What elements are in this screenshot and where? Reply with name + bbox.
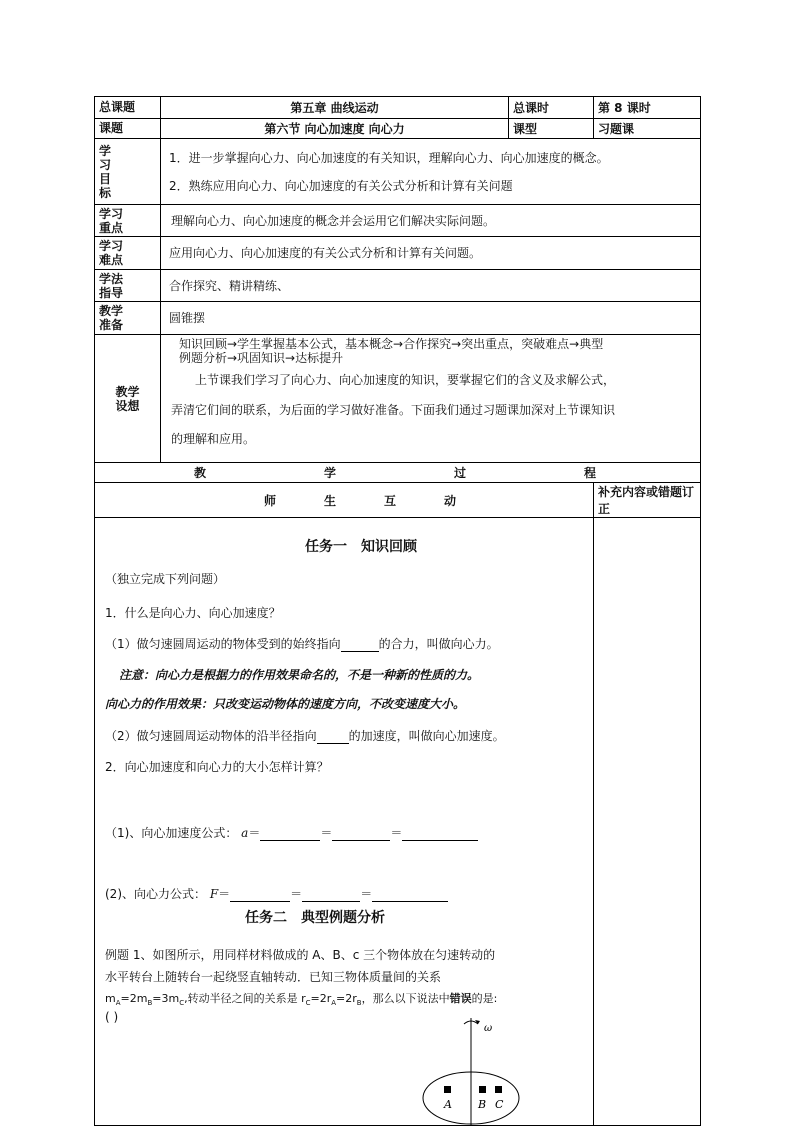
total-topic-label: 总课题	[95, 97, 161, 119]
blank-field[interactable]	[230, 887, 290, 902]
blank-field[interactable]	[302, 887, 360, 902]
design-content	[161, 335, 701, 463]
example-line: 水平转台上随转台一起绕竖直轴转动．已知三物体质量间的关系	[105, 970, 442, 984]
blank-field[interactable]	[372, 887, 448, 902]
turntable-figure	[417, 1010, 543, 1126]
process-header	[95, 463, 701, 483]
row-difficulties	[95, 237, 701, 270]
row-interaction	[95, 483, 701, 518]
process-char: 过	[453, 466, 466, 480]
topic-value: 第六节 向心加速度 向心力	[161, 119, 509, 139]
row-goals	[95, 139, 701, 205]
example-paren: ( )	[105, 1010, 119, 1024]
interaction-char: 互	[383, 493, 396, 508]
design-label: 教学 设想	[95, 335, 161, 463]
task2-title: 任务二 典型例题分析	[245, 910, 385, 926]
goal-item: 1．进一步掌握向心力、向心加速度的有关知识，理解向心力、向心加速度的概念。	[169, 150, 609, 165]
note-1: 注意：向心力是根据力的作用效果命名的，不是一种新的性质的力。	[119, 668, 480, 682]
design-paragraph: 的理解和应用。	[171, 432, 256, 446]
interaction-header	[95, 483, 594, 518]
hour-value: 第 8 课时	[594, 97, 701, 119]
question-2: 2．向心加速度和向心力的大小怎样计算？	[105, 760, 329, 774]
blank-field[interactable]	[402, 826, 478, 841]
row-prep	[95, 302, 701, 335]
total-hours-label: 总课时	[509, 97, 594, 119]
task1-title: 任务一 知识回顾	[305, 539, 417, 555]
lesson-table	[94, 96, 701, 1126]
goals-label: 学 习 目 标	[95, 139, 161, 205]
side-column[interactable]	[594, 518, 701, 1126]
design-line: 知识回顾→学生掌握基本公式，基本概念→合作探究→突出重点，突破难点→典型	[179, 337, 604, 351]
total-topic-value: 第五章 曲线运动	[161, 97, 509, 119]
block-c	[495, 1086, 502, 1093]
omega-label: ω	[484, 1023, 493, 1034]
lesson-plan	[94, 96, 700, 1126]
design-line: 例题分析→巩固知识→达标提升	[179, 351, 344, 365]
content-area	[95, 518, 594, 1126]
formula-force: (2)、向心力公式： F＝ ＝ ＝	[105, 885, 448, 902]
label-b: B	[478, 1098, 487, 1111]
design-paragraph: 上节课我们学习了向心力、向心加速度的知识，要掌握它们的含义及求解公式，	[195, 373, 616, 387]
example-line: $m_A=2m_B=3m_C$,转动半径之间的关系是 $r_C=2r_A=2r_B$，那么以下说法中错误的是:	[105, 992, 498, 1008]
row-content	[95, 518, 701, 1126]
difficulties-text: 应用向心力、向心加速度的有关公式分析和计算有关问题。	[161, 237, 701, 270]
blank-field[interactable]	[317, 729, 349, 744]
row-design	[95, 335, 701, 463]
interaction-char: 师	[263, 493, 276, 508]
topic-label: 课题	[95, 119, 161, 139]
task1-intro: （独立完成下列问题）	[105, 572, 226, 586]
row-topic	[95, 119, 701, 139]
difficulties-label: 学习 难点	[95, 237, 161, 270]
row-method	[95, 270, 701, 302]
question-1: 1．什么是向心力、向心加速度？	[105, 606, 281, 620]
interaction-char: 生	[323, 493, 336, 508]
blank-field[interactable]	[341, 637, 379, 652]
design-paragraph: 弄清它们间的联系，为后面的学习做好准备。下面我们通过习题课加深对上节课知识	[171, 403, 616, 417]
label-a: A	[444, 1098, 452, 1111]
blank-field[interactable]	[332, 826, 390, 841]
method-text: 合作探究、精讲精练、	[161, 270, 701, 302]
key-points-label: 学习 重点	[95, 205, 161, 237]
goal-item: 2．熟练应用向心力、向心加速度的有关公式分析和计算有关问题	[169, 178, 513, 193]
prep-label: 教学 准备	[95, 302, 161, 335]
type-value: 习题课	[594, 119, 701, 139]
type-label: 课型	[509, 119, 594, 139]
process-char: 程	[583, 466, 596, 480]
blank-field[interactable]	[260, 826, 320, 841]
goals-content	[161, 139, 701, 205]
example-line: 例题 1、如图所示，用同样材料做成的 A、B、c 三个物体放在匀速转动的	[105, 948, 496, 962]
formula-acceleration: （1)、向心加速度公式： a＝ ＝ ＝	[105, 824, 478, 841]
interaction-char: 动	[443, 493, 456, 508]
note-2: 向心力的作用效果：只改变运动物体的速度方向，不改变速度大小。	[105, 697, 466, 711]
block-a	[444, 1086, 451, 1093]
process-char: 学	[323, 466, 336, 480]
question-1a: （1）做匀速圆周运动的物体受到的始终指向 的合力，叫做向心力。	[105, 637, 499, 651]
method-label: 学法 指导	[95, 270, 161, 302]
question-1b: （2）做匀速圆周运动物体的沿半径指向 的加速度，叫做向心加速度。	[105, 729, 505, 743]
process-char: 教	[193, 466, 206, 480]
label-c: C	[495, 1098, 504, 1111]
row-key-points	[95, 205, 701, 237]
row-total-topic	[95, 97, 701, 119]
prep-text: 圆锥摆	[161, 302, 701, 335]
side-column-header: 补充内容或错题订正	[594, 483, 701, 518]
row-process	[95, 463, 701, 483]
key-points-text: 理解向心力、向心加速度的概念并会运用它们解决实际问题。	[161, 205, 701, 237]
block-b	[479, 1086, 486, 1093]
